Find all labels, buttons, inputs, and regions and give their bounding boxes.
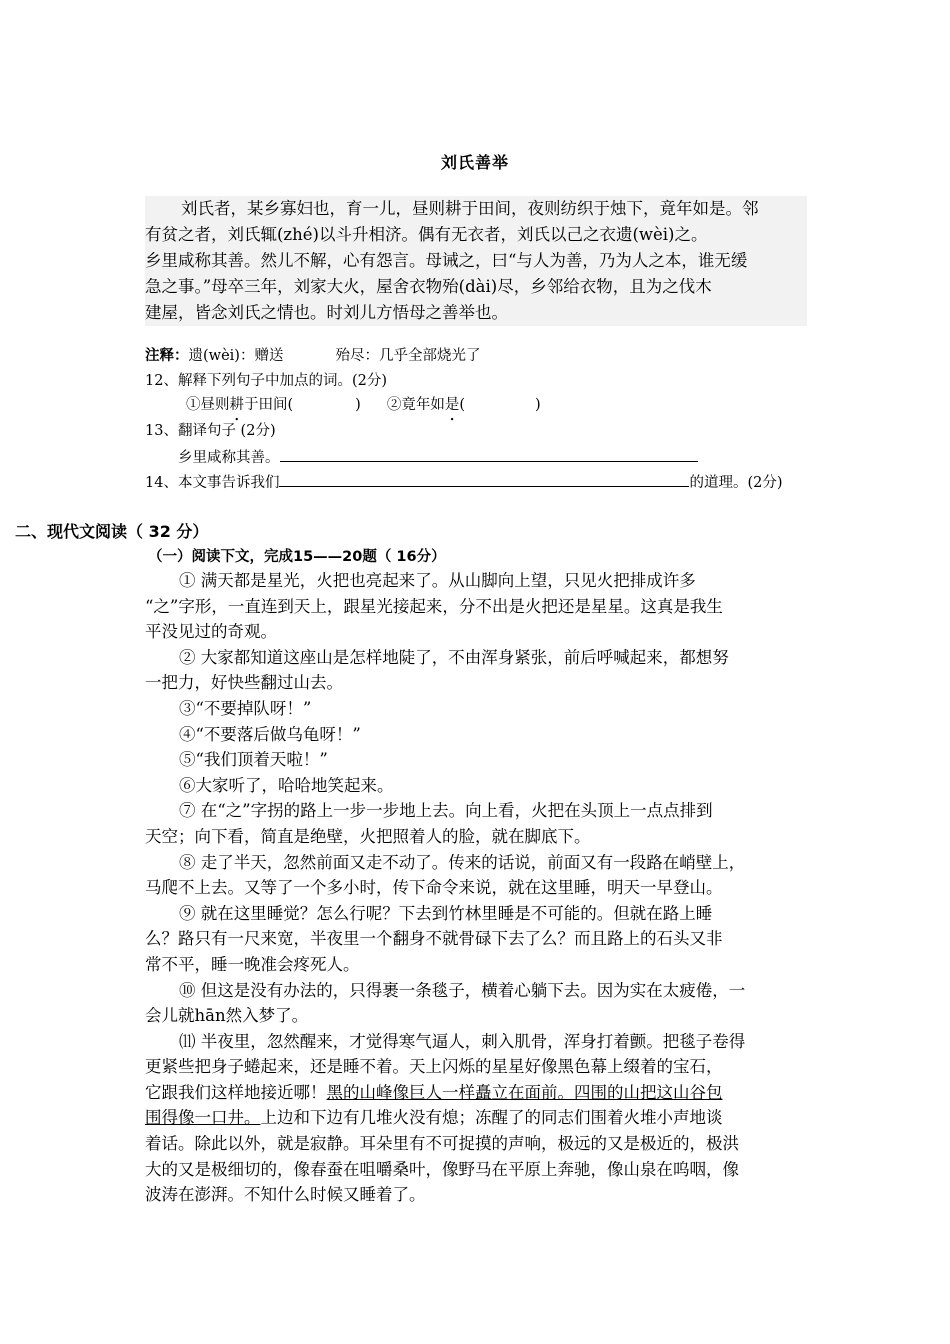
modern-line-text: ⑦ 在“之”字拐的路上一步一步地上去。向上看，火把在头顶上一点点排到 [179, 801, 713, 821]
q14-tail: 的道理。(2分) [689, 475, 783, 491]
classical-passage [145, 196, 807, 326]
modern-line-text: ⑾ 半夜里，忽然醒来，才觉得寒气逼人，刺入肌骨，浑身打着颤。把毯子卷得 [179, 1031, 746, 1051]
modern-line-text: ⑩ 但这是没有办法的，只得裹一条毯子，横着心躺下去。因为实在太疲倦，一 [179, 980, 746, 1000]
q12-item1-close: ) [355, 397, 361, 413]
modern-line [145, 798, 807, 824]
q12-item2-pre: ②竟年如 [386, 397, 445, 413]
subsection-heading: （一）阅读下文，完成15——20题（ 16分） [148, 549, 446, 565]
modern-line-text: 着话。除此以外，就是寂静。耳朵里有不可捉摸的声响，极远的又是极近的，极洪 [145, 1134, 739, 1154]
q12-item1-pre: ①昼则 [186, 397, 230, 413]
modern-line-text: 么？路只有一尺来宽，半夜里一个翻身不就骨碌下去了么？而且路上的石头又非 [145, 929, 723, 949]
note-2: 殆尽：几乎全部烧光了 [335, 348, 481, 364]
modern-line-text: ④“不要落后做乌龟呀！” [179, 724, 361, 744]
question-12: 12、解释下列句子中加点的词。(2分) [145, 373, 387, 389]
modern-line [145, 1080, 807, 1106]
classical-line: 乡里咸称其善。然儿不解，心有怨言。母诫之，曰“与人为善，乃为人之本，谁无缓 [145, 251, 748, 270]
modern-line [145, 824, 807, 850]
modern-line-text: 天空；向下看，简直是绝壁，火把照着人的脸，就在脚底下。 [145, 826, 591, 846]
modern-line-text: ⑧ 走了半天，忽然前面又走不动了。传来的话说，前面又有一段路在峭壁上， [179, 852, 746, 872]
q12-item2-close: ) [535, 397, 541, 413]
q13-answer-line[interactable] [280, 444, 698, 462]
modern-line [145, 850, 807, 876]
q14-answer-line[interactable] [279, 469, 689, 487]
modern-line-text: 它跟我们这样地接近哪！ [145, 1082, 327, 1102]
modern-line-text: 会儿就hān然入梦了。 [145, 1006, 309, 1026]
modern-line-text: ① 满天都是星光，火把也亮起来了。从山脚向上望，只见火把排成许多 [179, 571, 696, 590]
modern-line [145, 1029, 807, 1055]
modern-line [145, 875, 807, 901]
question-12-items [186, 393, 541, 417]
notes [145, 344, 480, 368]
q12-item1-post: 于田间( [244, 397, 294, 413]
question-13-sentence [178, 444, 698, 470]
modern-passage [145, 568, 807, 1208]
modern-line-text: 波涛在澎湃。不知什么时候又睡着了。 [145, 1185, 426, 1205]
modern-line [145, 568, 807, 594]
modern-line-text: “之”字形，一直连到天上，跟星光接起来，分不出是火把还是星星。这真是我生 [145, 596, 723, 616]
modern-line [145, 1105, 807, 1131]
classical-line: 刘氏者，某乡寡妇也，育一儿，昼则耕于田间，夜则纺织于烛下，竟年如是。邻 [181, 199, 759, 218]
question-13: 13、翻译句子 (2分) [145, 423, 276, 439]
modern-line [145, 594, 807, 620]
modern-line-text: 平没见过的奇观。 [145, 622, 277, 642]
modern-line [145, 978, 807, 1004]
modern-line-text: ⑥大家听了，哈哈地笑起来。 [179, 775, 394, 795]
question-14 [145, 469, 783, 495]
modern-line [145, 619, 807, 645]
q14-stem: 14、本文事告诉我们 [145, 475, 280, 491]
modern-line [145, 747, 807, 773]
modern-line [145, 670, 807, 696]
modern-line [145, 773, 807, 799]
classical-line: 有贫之者，刘氏辄(zhé)以斗升相济。偶有无衣者，刘氏以己之衣遗(wèi)之。 [145, 225, 708, 244]
classical-line: 建屋，皆念刘氏之情也。时刘儿方悟母之善举也。 [145, 303, 508, 322]
modern-line [145, 1003, 807, 1029]
passage-title: 刘氏善举 [440, 153, 509, 172]
modern-line [145, 1157, 807, 1183]
modern-line-text: 一把力，好快些翻过山去。 [145, 673, 343, 693]
q12-item1-dotted-word: 耕 [229, 397, 244, 413]
modern-line [145, 1131, 807, 1157]
notes-label: 注释： [145, 348, 189, 364]
q12-item2-dotted-word: 是 [444, 397, 460, 413]
modern-line [145, 696, 807, 722]
note-1: 遗(wèi)：赠送 [188, 348, 284, 364]
modern-line-text: 更紧些把身子蜷起来，还是睡不着。天上闪烁的星星好像黑色幕上缀着的宝石， [145, 1057, 723, 1077]
modern-line-text: ③“不要掉队呀！” [179, 698, 312, 718]
modern-line-text: 上边和下边有几堆火没有熄；冻醒了的同志们围着火堆小声地谈 [260, 1108, 723, 1128]
modern-line-text: ⑤“我们顶着天啦！” [179, 750, 328, 770]
modern-line-text: 大的又是极细切的，像春蚕在咀嚼桑叶，像野马在平原上奔驰，像山泉在呜咽，像 [145, 1159, 739, 1179]
modern-line-text: 马爬不上去。又等了一个多小时，传下命令来说，就在这里睡，明天一早登山。 [145, 878, 723, 898]
modern-line-text: ⑨ 就在这里睡觉？怎么行呢？下去到竹林里睡是不可能的。但就在路上睡 [179, 903, 713, 923]
modern-line [145, 926, 807, 952]
modern-line [145, 901, 807, 927]
modern-line [145, 645, 807, 671]
underlined-sentence: 黑的山峰像巨人一样矗立在面前。四围的山把这山谷包 [326, 1082, 723, 1102]
modern-line [145, 952, 807, 978]
q13-sentence-text: 乡里咸称其善。 [178, 450, 280, 466]
section-heading: 二、现代文阅读（ 32 分） [15, 522, 209, 541]
modern-line-text: 常不平，睡一晚准会疼死人。 [145, 954, 360, 974]
modern-line-text: ② 大家都知道这座山是怎样地陡了，不由浑身紧张，前后呼喊起来，都想努 [179, 647, 729, 667]
modern-line [145, 1054, 807, 1080]
underlined-sentence: 围得像一口井。 [145, 1108, 261, 1128]
modern-line [145, 722, 807, 748]
classical-line: 急之事。”母卒三年，刘家大火，屋舍衣物殆(dài)尽，乡邻给衣物，且为之伐木 [145, 277, 712, 296]
q12-item2-post: ( [459, 397, 466, 413]
modern-line [145, 1182, 807, 1208]
